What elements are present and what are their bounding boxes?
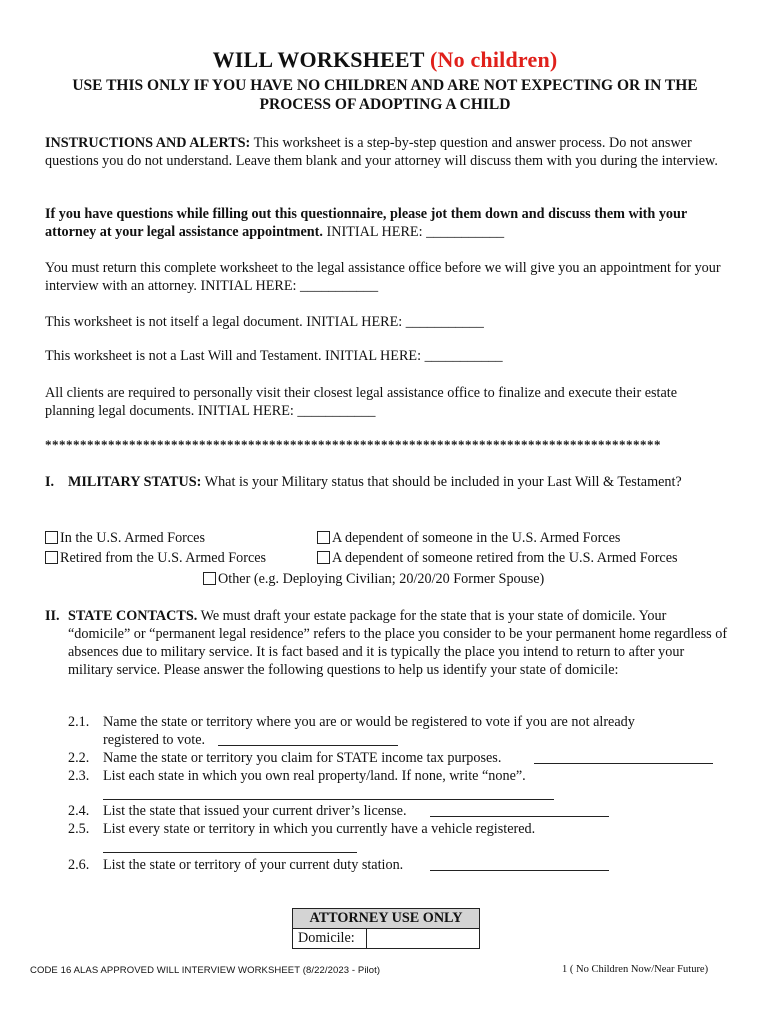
domicile-label: Domicile: <box>293 929 367 948</box>
option-other[interactable] <box>203 570 544 588</box>
option-label: In the U.S. Armed Forces <box>60 530 206 546</box>
page-subtitle: USE THIS ONLY IF YOU HAVE NO CHILDREN AND ARE NOT EXPECTING OR IN THE PROCESS OF ADOPTING A CHILD <box>72 77 698 113</box>
alert-paragraph-5 <box>45 384 729 420</box>
checkbox-dependent-retired[interactable] <box>317 551 330 564</box>
alert-text-2: You must return this complete worksheet to the legal assistance office before we will give you an appointment for your interview with an attorney. INITIAL HERE: ___________ <box>45 260 721 294</box>
question-number: 2.3. <box>68 768 90 784</box>
question-number: 2.5. <box>68 821 90 837</box>
answer-line-2-3[interactable] <box>103 799 554 800</box>
checkbox-armed-forces[interactable] <box>45 531 58 544</box>
alert-text-1: INITIAL HERE: ___________ <box>322 224 505 240</box>
alert-paragraph-1 <box>45 205 729 241</box>
question-2-4 <box>68 802 728 820</box>
alert-bold-1: If you have questions while filling out this questionnaire, please jot them down and discuss them with your attorney at your legal assistance appointment. <box>45 206 687 240</box>
option-label: Other (e.g. Deploying Civilian; 20/20/20 Former Spouse) <box>218 571 545 587</box>
question-2-1 <box>68 713 728 749</box>
option-armed-forces[interactable] <box>45 529 205 547</box>
answer-line-2-4[interactable] <box>430 816 609 817</box>
attorney-box-header: ATTORNEY USE ONLY <box>293 909 479 929</box>
footer-page-number: 1 ( No Children Now/Near Future) <box>562 964 709 975</box>
section-label: MILITARY STATUS: <box>68 474 202 490</box>
option-label: A dependent of someone retired from the U.S. Armed Forces <box>332 550 678 566</box>
title-main: WILL WORKSHEET <box>212 47 425 72</box>
alert-paragraph-3 <box>45 313 729 331</box>
answer-line-2-6[interactable] <box>430 870 609 871</box>
section-number: I. <box>45 474 55 490</box>
section-number: II. <box>45 608 60 624</box>
answer-line-2-2[interactable] <box>534 763 713 764</box>
alert-text-5: All clients are required to personally visit their closest legal assistance office to finalize and execute their estate planning legal documents. INITIAL HERE: ___________ <box>45 385 678 419</box>
instructions-paragraph <box>45 134 729 170</box>
option-dependent-armed-forces[interactable] <box>317 529 620 547</box>
page-title <box>0 47 770 73</box>
option-label: Retired from the U.S. Armed Forces <box>60 550 267 566</box>
section-label: STATE CONTACTS. <box>68 608 198 624</box>
question-2-3 <box>68 767 728 785</box>
question-2-2 <box>68 749 728 767</box>
option-label: A dependent of someone in the U.S. Armed Forces <box>332 530 621 546</box>
title-highlight: (No children) <box>429 47 558 72</box>
question-number: 2.1. <box>68 714 90 730</box>
question-text: Name the state or territory where you are or would be registered to vote if you are not already registered to vote. <box>103 714 635 748</box>
question-text: List the state or territory of your current duty station. <box>103 857 404 873</box>
section-text: We must draft your estate package for the state that is your state of domicile. Your “domicile” or “permanent legal residence” refers to the place you consider to be your permanent home regardless of absences due to military service. It is fact based and it is typically the place you intend to return to after your military service. Please answer the following questions to help us identify your state of domicile: <box>68 608 728 678</box>
question-text: Name the state or territory you claim for STATE income tax purposes. <box>103 750 502 766</box>
alert-paragraph-2 <box>45 259 729 295</box>
section-text: What is your Military status that should be included in your Last Will & Testament? <box>201 474 682 490</box>
instructions-label: INSTRUCTIONS AND ALERTS: <box>45 135 251 151</box>
question-number: 2.6. <box>68 857 90 873</box>
question-2-6 <box>68 856 728 874</box>
question-number: 2.2. <box>68 750 90 766</box>
question-number: 2.4. <box>68 803 90 819</box>
section-state-contacts <box>45 607 729 679</box>
question-2-5 <box>68 820 728 838</box>
answer-line-2-1[interactable] <box>218 745 398 746</box>
section-military-status <box>45 473 729 491</box>
alert-text-3: This worksheet is not itself a legal document. INITIAL HERE: ___________ <box>45 314 484 330</box>
answer-line-2-5[interactable] <box>103 852 357 853</box>
question-text: List every state or territory in which you currently have a vehicle registered. <box>103 821 536 837</box>
alert-paragraph-4 <box>45 347 729 365</box>
checkbox-other[interactable] <box>203 572 216 585</box>
option-retired[interactable] <box>45 549 266 567</box>
footer-document-code: CODE 16 ALAS APPROVED WILL INTERVIEW WORKSHEET (8/22/2023 - Pilot) <box>30 965 381 976</box>
option-dependent-retired[interactable] <box>317 549 678 567</box>
instructions-text: This worksheet is a step-by-step question and answer process. Do not answer questions you do not understand. Leave them blank and your attorney will discuss them with you during the interview. <box>45 135 718 169</box>
alert-text-4: This worksheet is not a Last Will and Testament. INITIAL HERE: ___________ <box>45 348 503 364</box>
question-text: List each state in which you own real property/land. If none, write “none”. <box>103 768 526 784</box>
question-text: List the state that issued your current driver’s license. <box>103 803 407 819</box>
domicile-field[interactable] <box>367 929 479 948</box>
separator-line: **************************************************************************************** <box>45 437 661 452</box>
attorney-use-box <box>292 908 480 949</box>
checkbox-retired[interactable] <box>45 551 58 564</box>
checkbox-dependent-armed-forces[interactable] <box>317 531 330 544</box>
